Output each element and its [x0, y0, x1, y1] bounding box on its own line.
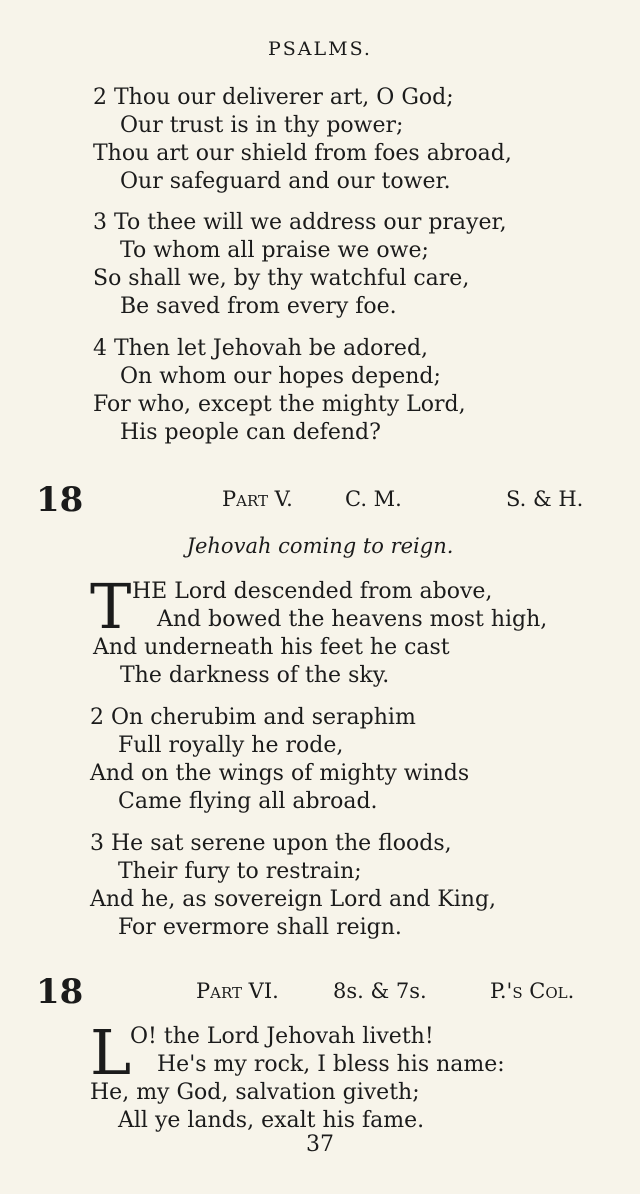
verse-line: Came flying all abroad.	[118, 789, 378, 814]
verse-line: He's my rock, I bless his name:	[157, 1052, 505, 1077]
verse-line: Our safeguard and our tower.	[120, 169, 451, 194]
verse-line: And underneath his feet he cast	[93, 635, 450, 660]
verse-line: Our trust is in thy power;	[120, 113, 404, 138]
hymn-meter: C. M.	[345, 487, 402, 511]
verse-line: All ye lands, exalt his fame.	[118, 1108, 425, 1133]
verse-line: 2 On cherubim and seraphim	[90, 705, 416, 730]
verse-line: On whom our hopes depend;	[120, 364, 441, 389]
verse-line: Their fury to restrain;	[118, 859, 362, 884]
hymn-number: 18	[36, 480, 84, 520]
hymn-source: P.'s Col.	[490, 979, 575, 1003]
verse-line: O! the Lord Jehovah liveth!	[130, 1024, 434, 1049]
verse-line: 3 To thee will we address our prayer,	[93, 210, 507, 235]
verse-line: He, my God, salvation giveth;	[90, 1080, 420, 1105]
running-head: PSALMS.	[268, 38, 372, 60]
page-number: 37	[306, 1132, 334, 1157]
verse-line: 4 Then let Jehovah be adored,	[93, 336, 429, 361]
verse-line: And he, as sovereign Lord and King,	[90, 887, 497, 912]
verse-line: Full royally he rode,	[118, 733, 344, 758]
hymn-meter: 8s. & 7s.	[333, 979, 427, 1003]
verse-line: HE Lord descended from above,	[132, 579, 493, 604]
hymn-subtitle: Jehovah coming to reign.	[186, 534, 454, 558]
verse-line: 2 Thou our deliverer art, O God;	[93, 85, 454, 110]
verse-line: 3 He sat serene upon the floods,	[90, 831, 452, 856]
verse-line: For evermore shall reign.	[118, 915, 402, 940]
hymn-part: Part V.	[222, 487, 293, 511]
verse-line: For who, except the mighty Lord,	[93, 392, 466, 417]
verse-line: Thou art our shield from foes abroad,	[93, 141, 512, 166]
hymn-number: 18	[36, 972, 84, 1012]
drop-cap: T	[90, 570, 132, 643]
verse-line: Be saved from every foe.	[120, 294, 397, 319]
verse-line: So shall we, by thy watchful care,	[93, 266, 470, 291]
hymn-part: Part VI.	[196, 979, 279, 1003]
verse-line: His people can defend?	[120, 420, 381, 445]
verse-line: To whom all praise we owe;	[120, 238, 429, 263]
drop-cap: L	[90, 1016, 132, 1089]
hymn-source: S. & H.	[506, 487, 584, 511]
verse-line: The darkness of the sky.	[120, 663, 390, 688]
verse-line: And bowed the heavens most high,	[157, 607, 548, 632]
verse-line: And on the wings of mighty winds	[90, 761, 470, 786]
